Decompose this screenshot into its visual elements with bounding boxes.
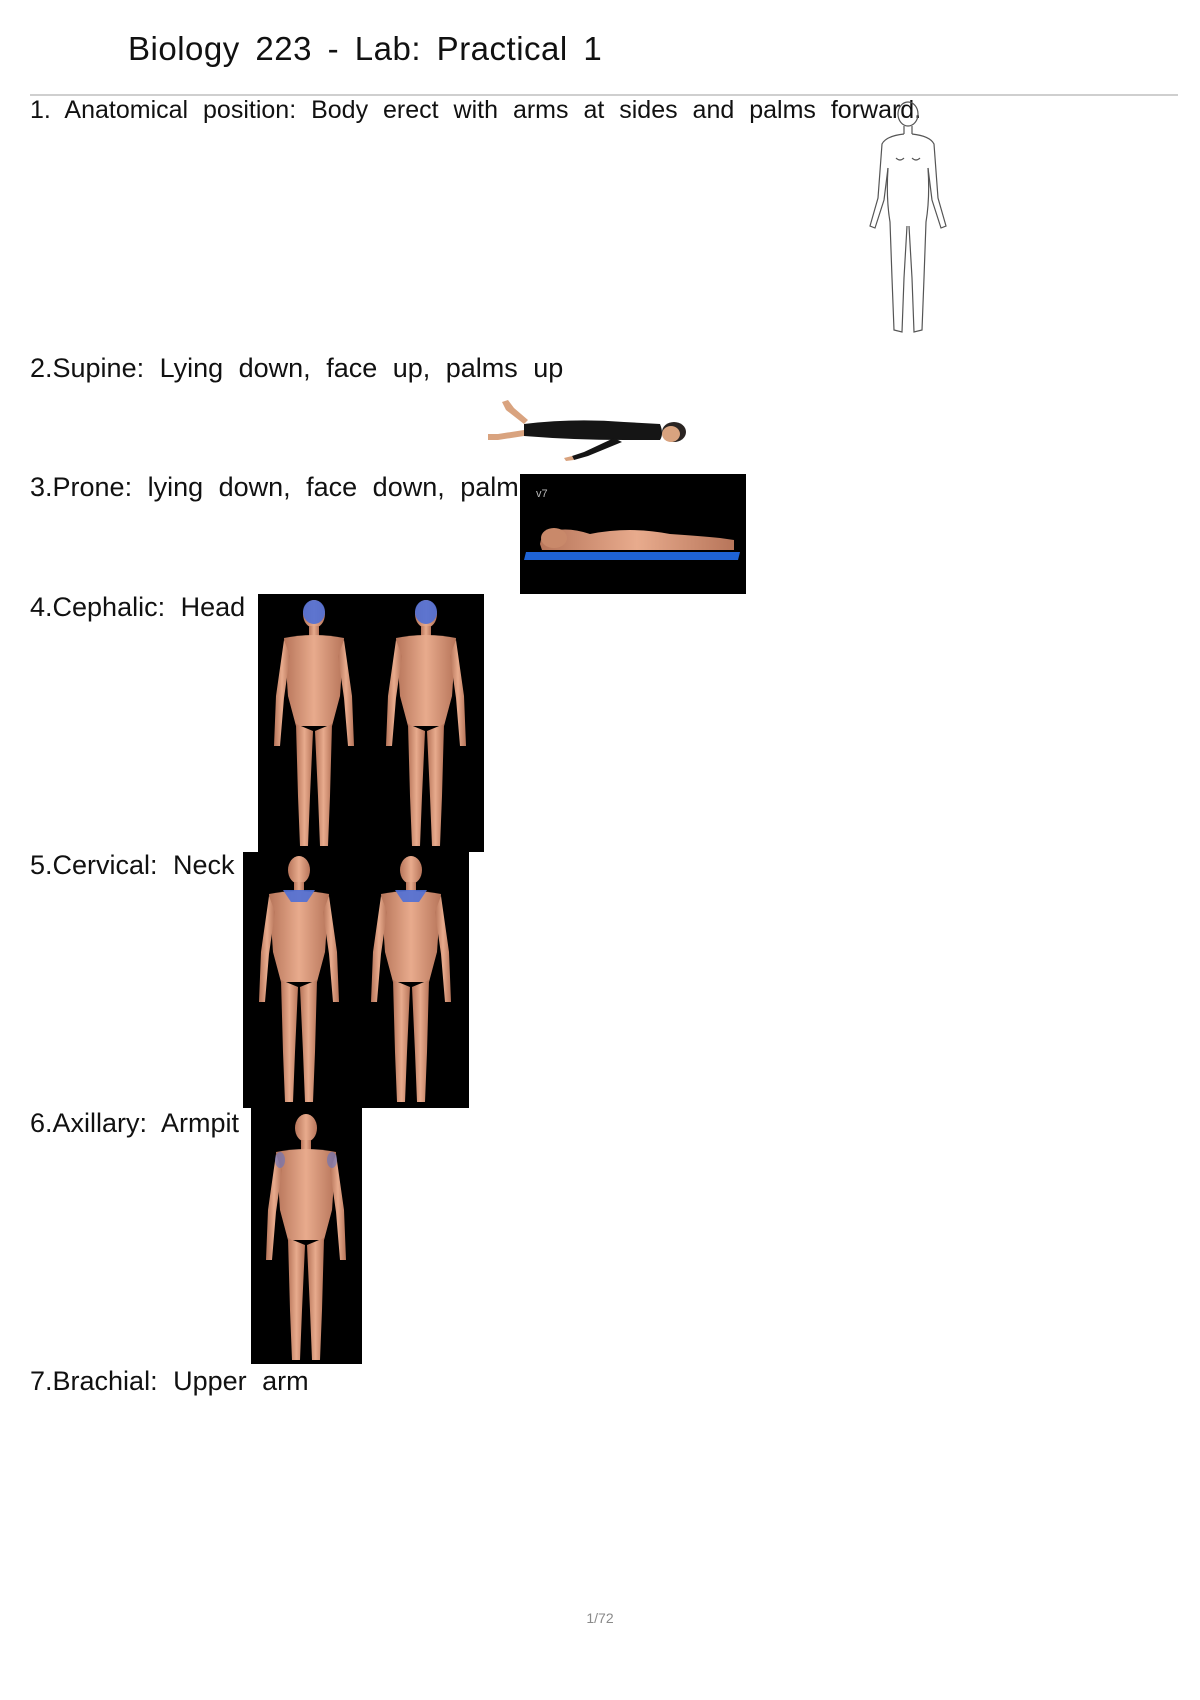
item-prone: 3.Prone: lying down, face down, palm	[30, 472, 519, 502]
item-brachial: 7.Brachial: Upper arm	[30, 1366, 309, 1396]
person-lying-supine-image	[484, 394, 694, 464]
item-axillary: 6.Axillary: Armpit	[30, 1108, 240, 1138]
front-back-models-head-highlighted-image	[258, 594, 484, 852]
page-number: 1/72	[586, 1610, 614, 1626]
item-supine: 2.Supine: Lying down, face up, palms up	[30, 353, 564, 383]
item-cervical: 5.Cervical: Neck	[30, 850, 235, 880]
front-model-armpit-highlighted-image	[251, 1108, 362, 1364]
prone-image-label: v7	[536, 488, 548, 500]
line-drawing-human-figure-image	[858, 98, 958, 350]
model-lying-prone-image	[520, 474, 746, 594]
item-anatomical-position: 1. Anatomical position: Body erect with arms at sides and palms forward.	[30, 96, 922, 124]
front-back-models-neck-highlighted-image	[243, 852, 469, 1108]
item-cephalic: 4.Cephalic: Head	[30, 592, 246, 622]
document-title: Biology 223 - Lab: Practical 1	[128, 30, 603, 67]
